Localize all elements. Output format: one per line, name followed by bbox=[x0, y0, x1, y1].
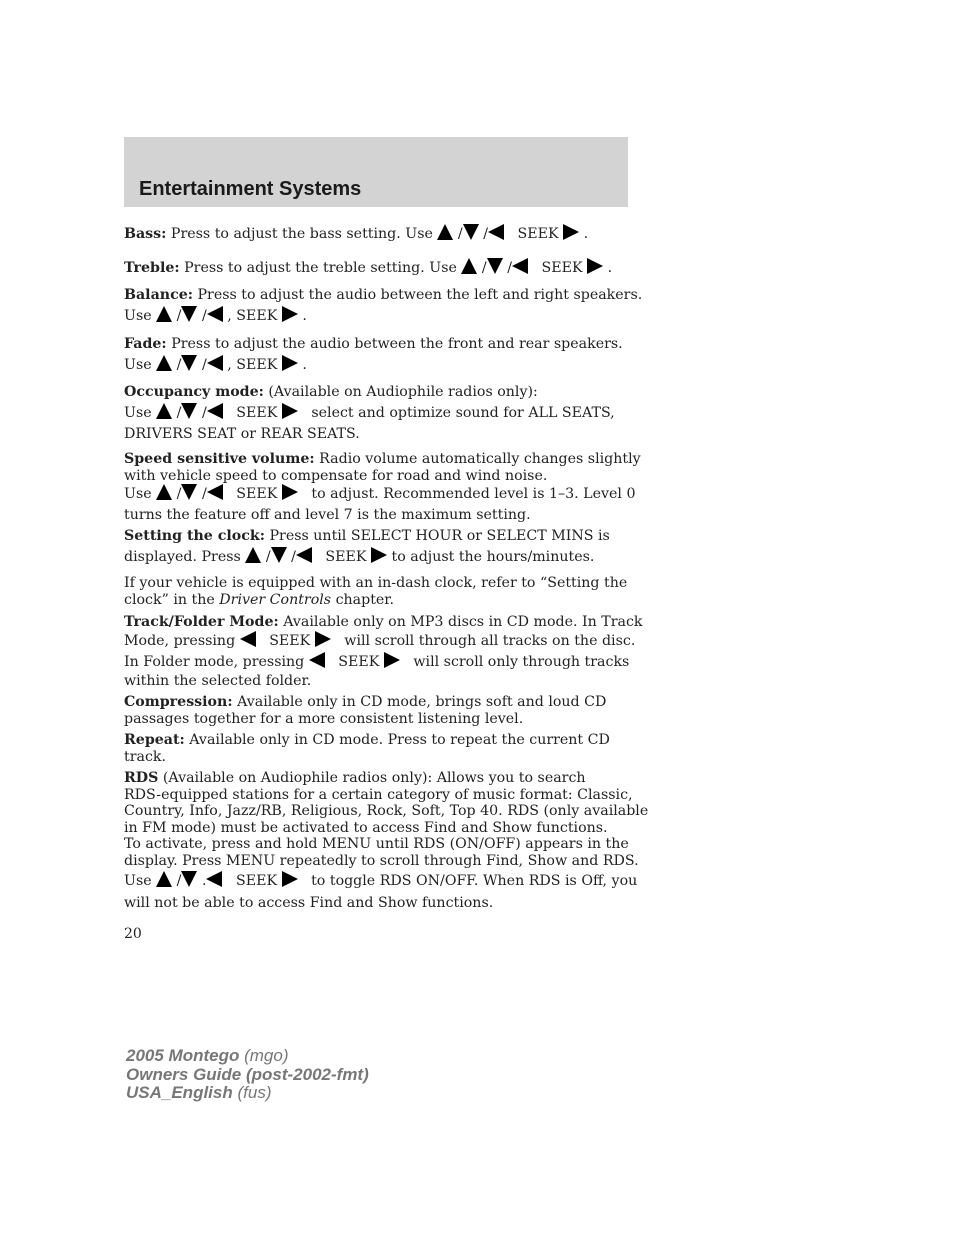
rds-paragraph: RDS (Available on Audiophile radios only): Allows you to search RDS-equipped stations for a certain category of music format: Classic, Country, Info, Jazz/RB, Religious, Rock, Soft, Top 40. RDS (only available in FM mode) must be activated to access Find and Show functions. To activate, press and hold MENU until RDS (ON/OFF) appears in the display. Press MENU repeatedly to scroll through Find, Show and RDS. bbox=[124, 770, 649, 869]
bass-paragraph bbox=[124, 224, 630, 245]
balance-label: Balance: bbox=[124, 287, 193, 303]
rds-usage: Use / . SEEK to toggle RDS ON/OFF. When RDS is Off, you will not be able to access Find and Show functions. bbox=[124, 873, 638, 911]
right-arrow-icon bbox=[384, 652, 400, 668]
left-arrow-icon bbox=[309, 652, 325, 668]
up-arrow-icon bbox=[156, 306, 172, 322]
down-arrow-icon bbox=[181, 484, 197, 500]
right-arrow-icon bbox=[282, 306, 298, 322]
up-arrow-icon bbox=[156, 355, 172, 371]
down-arrow-icon bbox=[181, 306, 197, 322]
right-arrow-icon bbox=[282, 355, 298, 371]
right-arrow-icon bbox=[282, 871, 298, 887]
right-arrow-icon bbox=[587, 258, 603, 274]
track-folder-paragraph: Track/Folder Mode: Available only on MP3 discs in CD mode. In Track Mode, pressing SEEK will scroll through all tracks on the disc. In Folder mode, pressing SEEK will scroll only through tracks within the selected folder. bbox=[124, 614, 643, 689]
up-arrow-icon bbox=[156, 871, 172, 887]
treble-line: Treble: Press to adjust the treble setting. Use / / SEEK . bbox=[124, 260, 613, 276]
right-arrow-icon bbox=[315, 631, 331, 647]
occupancy-label: Occupancy mode: bbox=[124, 384, 264, 400]
left-arrow-icon bbox=[207, 403, 223, 419]
speed-volume-paragraph: Speed sensitive volume: Radio volume automatically changes slightly with vehicle speed to compensate for road and wind noise. bbox=[124, 451, 641, 484]
manual-content bbox=[124, 224, 649, 914]
left-arrow-icon bbox=[512, 258, 528, 274]
right-arrow-icon bbox=[282, 484, 298, 500]
right-arrow-icon bbox=[563, 224, 579, 240]
bass-line: Bass: Press to adjust the bass setting. Use / / SEEK . bbox=[124, 226, 589, 242]
document-footer: 2005 Montego (mgo) Owners Guide (post-2002-fmt) USA_English (fus) bbox=[126, 1046, 369, 1102]
speed-volume-usage: Use / / SEEK to adjust. Recommended level is 1–3. Level 0 turns the feature off and level 7 is the maximum setting. bbox=[124, 486, 636, 523]
right-arrow-icon bbox=[371, 547, 387, 563]
up-arrow-icon bbox=[437, 224, 453, 240]
clock-label: Setting the clock: bbox=[124, 528, 265, 544]
clock-paragraph: Setting the clock: Press until SELECT HOUR or SELECT MINS is displayed. Press / / SEEK to adjust the hours/minutes. bbox=[124, 528, 610, 565]
page-number: 20 bbox=[124, 926, 142, 942]
left-arrow-icon bbox=[207, 484, 223, 500]
compression-paragraph: Compression: Available only in CD mode, brings soft and loud CD passages together for a more consistent listening level. bbox=[124, 694, 607, 727]
left-arrow-icon bbox=[240, 631, 256, 647]
fade-label: Fade: bbox=[124, 336, 167, 352]
driver-controls-reference: Driver Controls bbox=[219, 591, 332, 608]
bass-label: Bass: bbox=[124, 226, 167, 242]
left-arrow-icon bbox=[207, 355, 223, 371]
occupancy-paragraph: Occupancy mode: (Available on Audiophile radios only): Use / / SEEK select and optimize sound for ALL SEATS, DRIVERS SEAT or REAR SEATS. bbox=[124, 384, 615, 442]
up-arrow-icon bbox=[461, 258, 477, 274]
down-arrow-icon bbox=[181, 403, 197, 419]
left-arrow-icon bbox=[206, 871, 222, 887]
repeat-paragraph: Repeat: Available only in CD mode. Press to repeat the current CD track. bbox=[124, 732, 610, 765]
speed-volume-label: Speed sensitive volume: bbox=[124, 451, 315, 467]
section-title: Entertainment Systems bbox=[139, 178, 362, 200]
clock-note-paragraph: If your vehicle is equipped with an in-dash clock, refer to “Setting the clock” in the Driver Controls chapter. bbox=[124, 575, 628, 608]
left-arrow-icon bbox=[296, 547, 312, 563]
fade-paragraph: Fade: Press to adjust the audio between the front and rear speakers. Use / / , SEEK . bbox=[124, 336, 623, 373]
down-arrow-icon bbox=[463, 224, 479, 240]
up-arrow-icon bbox=[156, 403, 172, 419]
balance-paragraph: Balance: Press to adjust the audio between the left and right speakers. Use / / , SEEK . bbox=[124, 287, 643, 324]
rds-label: RDS bbox=[124, 770, 159, 786]
up-arrow-icon bbox=[245, 547, 261, 563]
down-arrow-icon bbox=[271, 547, 287, 563]
down-arrow-icon bbox=[181, 355, 197, 371]
compression-label: Compression: bbox=[124, 694, 233, 710]
right-arrow-icon bbox=[282, 403, 298, 419]
treble-paragraph bbox=[124, 258, 630, 279]
left-arrow-icon bbox=[488, 224, 504, 240]
up-arrow-icon bbox=[156, 484, 172, 500]
track-folder-label: Track/Folder Mode: bbox=[124, 614, 279, 630]
treble-label: Treble: bbox=[124, 260, 180, 276]
down-arrow-icon bbox=[181, 871, 197, 887]
left-arrow-icon bbox=[207, 306, 223, 322]
down-arrow-icon bbox=[487, 258, 503, 274]
repeat-label: Repeat: bbox=[124, 732, 185, 748]
